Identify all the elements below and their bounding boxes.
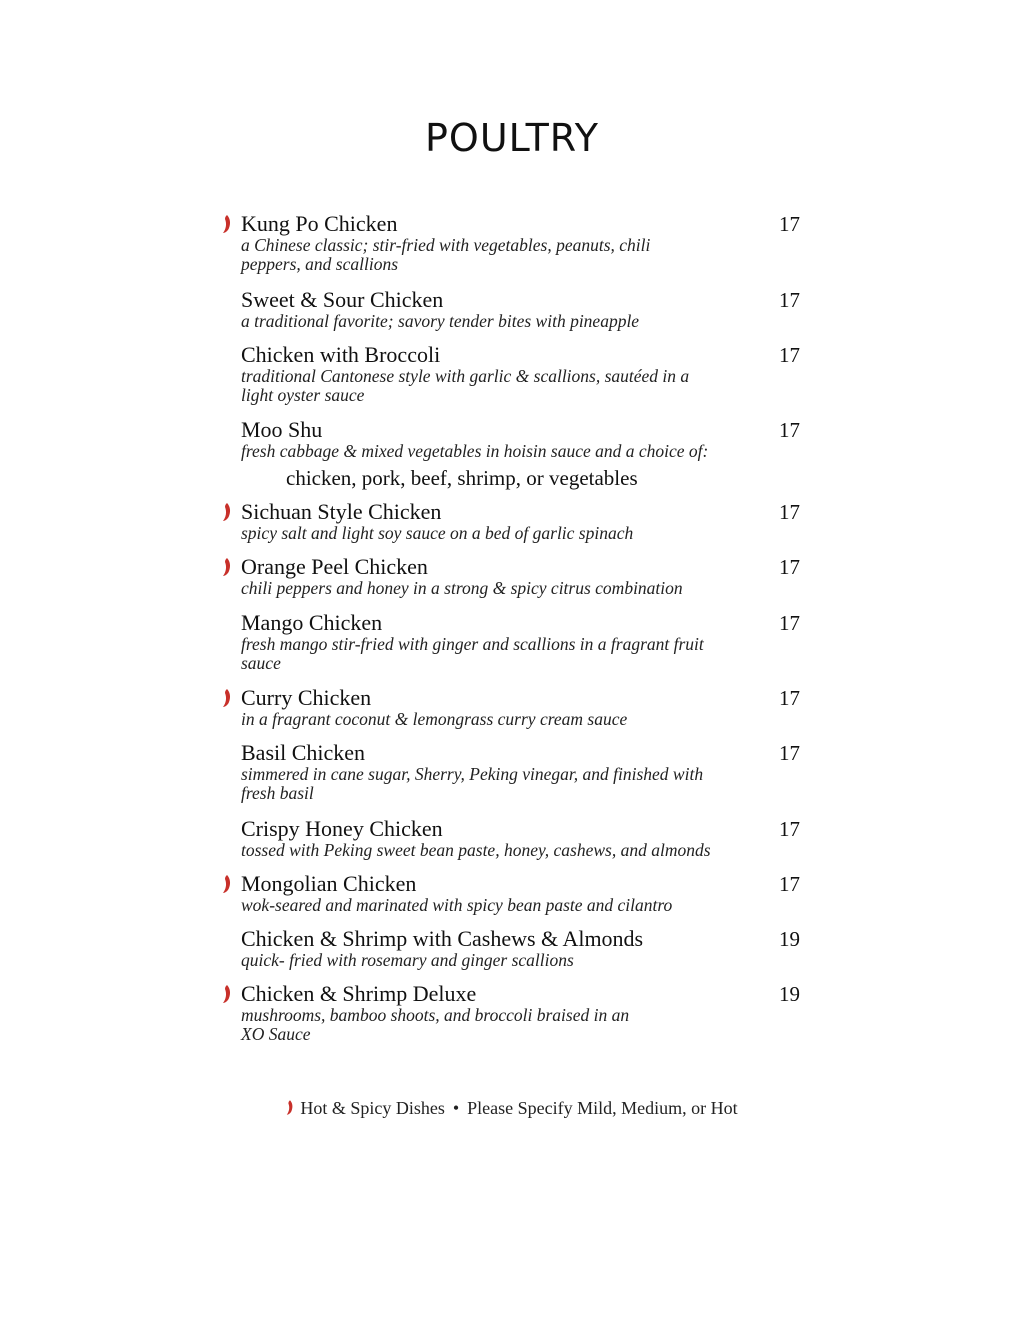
menu-item-chicken-shrimp-cashews-almonds [241,927,801,970]
menu-item-curry-chicken [241,686,801,729]
item-name: Mongolian Chicken [241,871,417,896]
item-name: Orange Peel Chicken [241,554,428,579]
chili-pepper-icon [222,502,232,522]
item-description: quick- fried with rosemary and ginger scallions [241,950,574,970]
item-name: Curry Chicken [241,685,372,710]
spicy-legend-label: Hot & Spicy Dishes [300,1098,445,1118]
page-title: POULTRY [425,116,599,160]
chili-pepper-icon [222,557,232,577]
chili-pepper-icon [222,214,232,234]
item-name: Basil Chicken [241,740,366,765]
item-price: 17 [779,611,800,635]
item-price: 17 [779,741,800,765]
menu-item-mongolian-chicken [241,872,801,915]
menu-item-chicken-shrimp-deluxe [241,982,801,1044]
item-price: 19 [779,927,800,951]
item-description: in a fragrant coconut & lemongrass curry cream sauce [241,709,628,729]
item-price: 17 [779,288,800,312]
item-name: Chicken & Shrimp Deluxe [241,981,477,1006]
item-name: Kung Po Chicken [241,211,398,236]
spicy-legend [0,1098,1024,1119]
chili-pepper-icon [286,1099,294,1116]
item-name: Sweet & Sour Chicken [241,287,444,312]
spice-level-note: Please Specify Mild, Medium, or Hot [467,1098,738,1118]
item-name: Moo Shu [241,417,323,442]
menu-item-mango-chicken [241,611,801,673]
item-description: a Chinese classic; stir-fried with vegetables, peanuts, chili peppers, and scallions [241,235,651,274]
item-price: 17 [779,817,800,841]
menu-item-moo-shu [241,418,801,491]
menu-item-orange-peel-chicken [241,555,801,598]
item-name: Crispy Honey Chicken [241,816,443,841]
item-price: 17 [779,418,800,442]
item-description: a traditional favorite; savory tender bites with pineapple [241,311,640,331]
item-description: wok-seared and marinated with spicy bean paste and cilantro [241,895,673,915]
item-price: 17 [779,555,800,579]
menu-item-kung-po-chicken [241,212,801,274]
item-name: Chicken with Broccoli [241,342,441,367]
item-description: mushrooms, bamboo shoots, and broccoli braised in an XO Sauce [241,1005,630,1044]
item-price: 17 [779,500,800,524]
item-name: Sichuan Style Chicken [241,499,442,524]
item-price: 19 [779,982,800,1006]
chili-pepper-icon [222,984,232,1004]
menu-item-basil-chicken [241,741,801,803]
item-description: fresh mango stir-fried with ginger and scallions in a fragrant fruit sauce [241,634,704,673]
item-name: Mango Chicken [241,610,383,635]
menu-item-crispy-honey-chicken [241,817,801,860]
item-description: tossed with Peking sweet bean paste, honey, cashews, and almonds [241,840,711,860]
item-description: chili peppers and honey in a strong & spicy citrus combination [241,578,683,598]
item-description: fresh cabbage & mixed vegetables in hoisin sauce and a choice of: [241,441,709,461]
menu-item-sichuan-style-chicken [241,500,801,543]
separator-dot: • [452,1098,460,1118]
item-description: spicy salt and light soy sauce on a bed of garlic spinach [241,523,634,543]
item-price: 17 [779,343,800,367]
chili-pepper-icon [222,874,232,894]
item-price: 17 [779,686,800,710]
menu-item-chicken-with-broccoli [241,343,801,405]
item-description: traditional Cantonese style with garlic & scallions, sautéed in a light oyster sauce [241,366,690,405]
menu-item-sweet-sour-chicken [241,288,801,331]
item-choices: chicken, pork, beef, shrimp, or vegetables [286,466,638,490]
item-price: 17 [779,872,800,896]
item-description: simmered in cane sugar, Sherry, Peking vinegar, and finished with fresh basil [241,764,704,803]
chili-pepper-icon [222,688,232,708]
item-price: 17 [779,212,800,236]
item-name: Chicken & Shrimp with Cashews & Almonds [241,926,644,951]
